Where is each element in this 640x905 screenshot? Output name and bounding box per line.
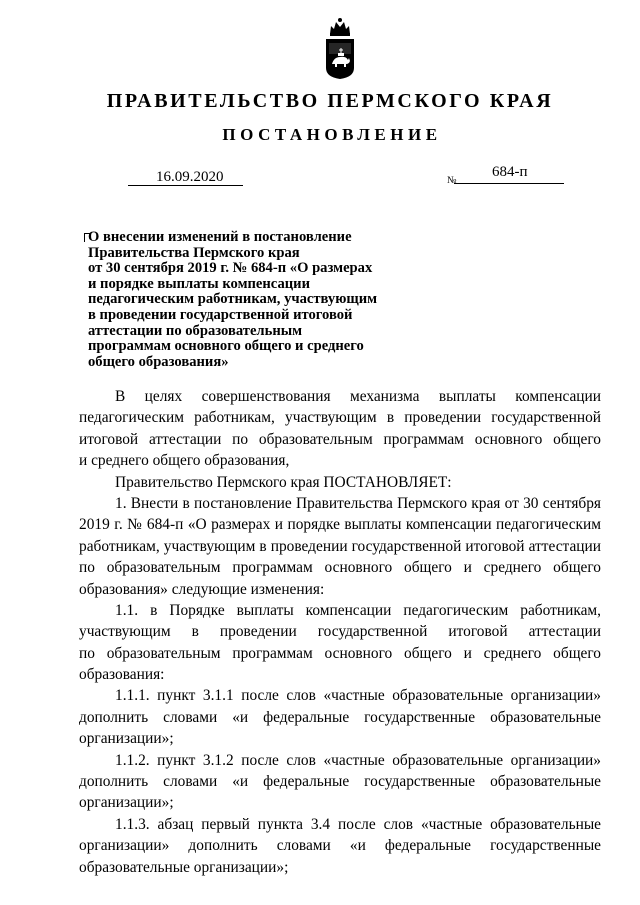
organization-title: ПРАВИТЕЛЬСТВО ПЕРМСКОГО КРАЯ bbox=[106, 90, 554, 112]
body-line: и среднего общего образования, bbox=[79, 452, 290, 470]
number-label: № bbox=[447, 175, 457, 186]
document-subject bbox=[88, 230, 408, 370]
subject-line: Правительства Пермского края bbox=[88, 244, 300, 261]
subject-line: в проведении государственной итоговой bbox=[88, 306, 353, 323]
body-line: 1.1. в Порядке выплаты компенсации педагогическим работникам, bbox=[115, 601, 601, 619]
subject-line: и порядке выплаты компенсации bbox=[88, 275, 310, 292]
body-line: образования: bbox=[79, 666, 165, 684]
body-line: дополнить словами «и федеральные государственные образовательные bbox=[79, 708, 601, 726]
document-number: 684-п bbox=[492, 164, 528, 180]
body-line: по образовательным программам основного общего и среднего общего bbox=[79, 559, 601, 577]
body-line: участвующим в проведении государственной итоговой аттестации bbox=[79, 623, 601, 641]
body-line: организации»; bbox=[79, 794, 174, 812]
body-line: итоговой аттестации по образовательным программам основного общего bbox=[79, 430, 601, 448]
subject-line: аттестации по образовательным bbox=[88, 322, 303, 339]
body-line: по образовательным программам основного общего и среднего общего bbox=[79, 644, 601, 662]
coat-of-arms-emblem bbox=[322, 14, 358, 80]
body-line: образовательные организации»; bbox=[79, 858, 289, 876]
body-line: педагогическим работникам, участвующим в проведении государственной bbox=[79, 409, 601, 427]
body-line: образования» следующие изменения: bbox=[79, 580, 325, 598]
body-line: работникам, участвующим в проведении государственной итоговой аттестации bbox=[79, 537, 601, 555]
number-underline bbox=[454, 183, 564, 184]
body-line: 1.1.2. пункт 3.1.2 после слов «частные образовательные организации» bbox=[115, 751, 601, 769]
crown-icon bbox=[330, 18, 350, 36]
body-line: организации» дополнить словами «и федеральные государственные bbox=[79, 837, 601, 855]
body-line: Правительство Пермского края ПОСТАНОВЛЯЕТ: bbox=[115, 473, 452, 491]
document-type-title: ПОСТАНОВЛЕНИЕ bbox=[222, 125, 442, 144]
subject-line: от 30 сентября 2019 г. № 684-п «О размерах bbox=[88, 260, 373, 277]
shield-icon bbox=[326, 39, 354, 79]
date-underline bbox=[128, 185, 243, 186]
subject-line: педагогическим работникам, участвующим bbox=[88, 291, 378, 308]
body-line: 1.1.3. абзац первый пункта 3.4 после слов «частные образовательные bbox=[115, 815, 601, 833]
body-line: организации»; bbox=[79, 730, 174, 748]
subject-line: О внесении изменений в постановление bbox=[88, 229, 352, 245]
body-line: 1.1.1. пункт 3.1.1 после слов «частные образовательные организации» bbox=[115, 687, 601, 705]
body-line: 1. Внести в постановление Правительства Пермского края от 30 сентября bbox=[115, 494, 601, 512]
subject-line: программам основного общего и среднего bbox=[88, 338, 364, 355]
body-line: В целях совершенствования механизма выплаты компенсации bbox=[115, 388, 601, 405]
body-line: дополнить словами «и федеральные государственные образовательные bbox=[79, 773, 601, 791]
body-line: 2019 г. № 684-п «О размерах и порядке выплаты компенсации педагогическим bbox=[79, 516, 601, 534]
document-body bbox=[79, 386, 601, 878]
document-date: 16.09.2020 bbox=[156, 169, 224, 185]
subject-line: общего образования» bbox=[88, 353, 229, 370]
